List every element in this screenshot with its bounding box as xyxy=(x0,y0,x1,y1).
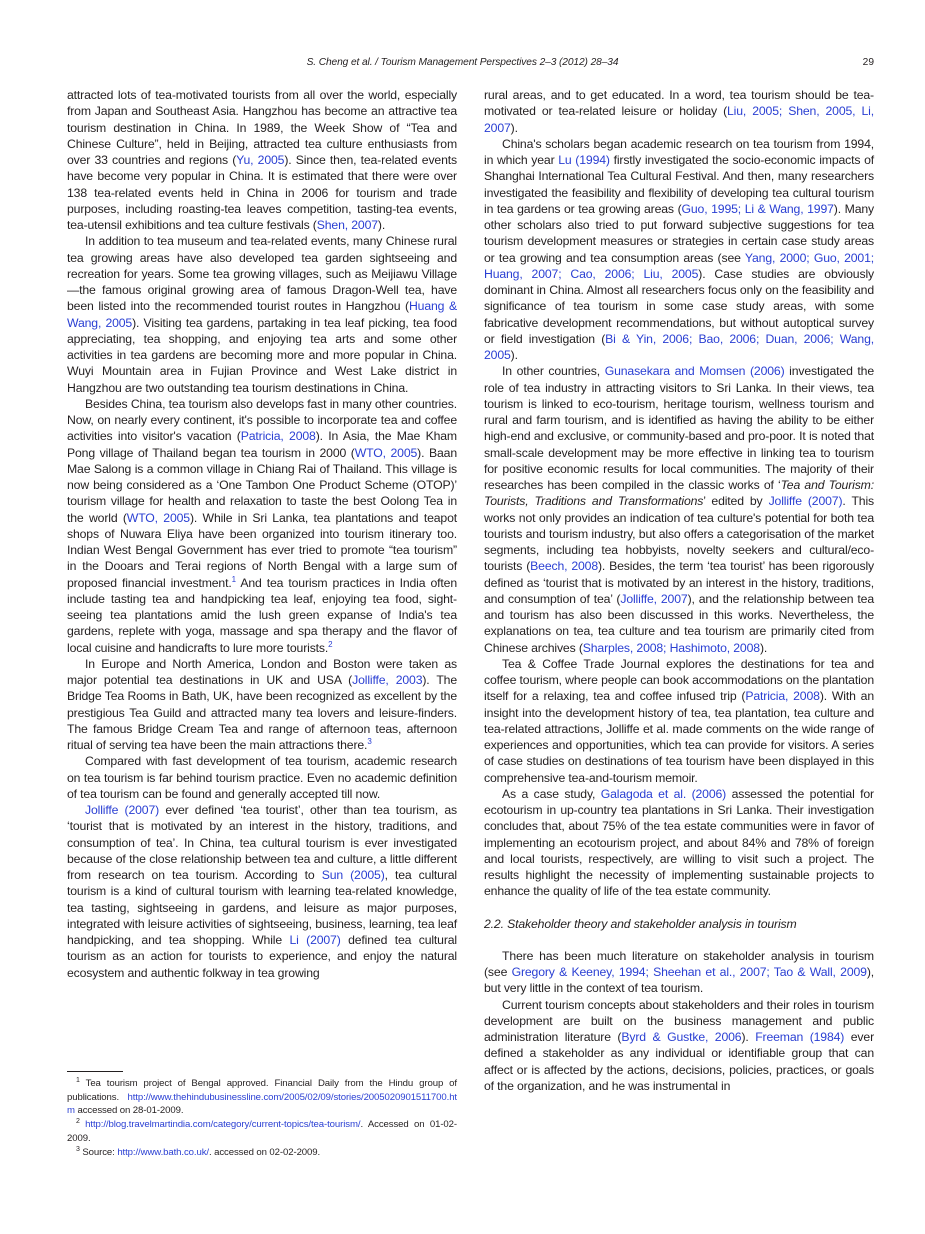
citation-link[interactable]: Galagoda et al. (2006) xyxy=(600,786,727,801)
section-heading: 2.2. Stakeholder theory and stakeholder analysis in tourism xyxy=(484,916,797,931)
citation-link[interactable]: Sharples, 2008; Hashimoto, 2008 xyxy=(582,640,760,655)
citation-link[interactable]: Jolliffe (2007) xyxy=(85,803,160,817)
paragraph: In Europe and North America, London and Boston were taken as major potential tea destinations in UK and USA (Jolliffe, 2003). The Bridge Tea Rooms in Bath, UK, have been recognized as excellent by the prestigious Tea Guild and attracted many tea lovers and leisure-finders. The famous Bridge Cream Tea and range of afternoon teas, afternoon ritual of serving tea have been the main attractions there.$^3$ xyxy=(67,656,458,752)
paragraph: As a case study, Galagoda et al. (2006) assessed the potential for ecotourism in up-country tea plantations in Sri Lanka. Their investigation concludes that, about 75% of the tea estate communities were in favor of implementing an ecotourism project, and about 84% and 78% of foreign and local tourists, respectively, are willing to visit such a project. The results highlight the necessity of implementing sustainable projects to enhance the quality of life of the tea estate community. xyxy=(484,786,874,899)
citation-link[interactable]: Huang & Wang, 2005 xyxy=(67,299,458,330)
citation-link[interactable]: Byrd & Gustke, 2006 xyxy=(621,1030,742,1044)
paragraph: Compared with fast development of tea tourism, academic research on tea tourism is far behind tourism practice. Even no academic definition of tea tourism can be found and generally accepted till now. xyxy=(67,754,457,801)
paragraph: In addition to tea museum and tea-related events, many Chinese rural tea growing areas have also developed tea garden sightseeing and recreation for years. Some tea growing villages, such as Meijiawu Village—the famous original growing area of famous Dragon-Well tea, have been listed into the recommended tourist routes in Hangzhou (Huang & Wang, 2005). Visiting tea gardens, partaking in tea leaf picking, tea food appreciating, tea shopping, and enjoying tea arts and some other activities in tea gardens are becoming more and more popular in China. Wuyi Mountain area in Fujian Province and West Lake district in Hangzhou are two outstanding tea tourism destinations in China. xyxy=(67,234,458,395)
footnote-ref-3[interactable]: 3 xyxy=(367,737,372,746)
citation-link[interactable]: Yu, 2005 xyxy=(236,153,285,167)
paragraph: Jolliffe (2007) ever defined ‘tea tourist’, other than tea tourism, as ‘tourist that is motivated by an interest in the history, traditions, and consumption of tea’. In China, tea cultural tourism is ever investigated because of the close relationship between tea and culture, a little different from research on tea tourism. According to Sun (2005), tea cultural tourism is a kind of cultural tourism with learning tea-related knowledge, tea tasting, sightseeing in gardens, and leisure as major purposes, integrated with leisure activities of sightseeing, business, learning, tea leaf handpicking, and tea shopping. While Li (2007) defined tea cultural tourism as an action for tourists to experience, and enjoy the natural ecosystem and authentic folkway in tea growing xyxy=(67,803,458,980)
citation-link[interactable]: Lu (1994) xyxy=(558,153,610,167)
page-number: 29 xyxy=(862,57,874,68)
paragraph: There has been much literature on stakeholder analysis in tourism (see Gregory & Keeney, 1994; Sheehan et al., 2007; Tao & Wall, 2009), but very little in the context of tea tourism. xyxy=(484,948,874,996)
footnote-divider xyxy=(67,1071,123,1072)
citation-link[interactable]: Patricia, 2008 xyxy=(745,689,820,704)
citation-link[interactable]: Jolliffe (2007) xyxy=(768,494,843,509)
paragraph: rural areas, and to get educated. In a word, tea tourism should be tea-motivated or tea-related leisure or holiday (Liu, 2005; Shen, 2005, Li, 2007). xyxy=(484,88,874,135)
footnote-3: $^3$ Source: http://www.bath.co.uk/. accessed on 02-02-2009. xyxy=(76,1145,321,1158)
citation-link[interactable]: WTO, 2005 xyxy=(354,445,418,460)
citation-link[interactable]: Sun (2005) xyxy=(321,868,385,882)
citation-link[interactable]: Jolliffe, 2007 xyxy=(620,591,688,606)
citation-link[interactable]: Yang, 2000; Guo, 2001; Huang, 2007; Cao, 2006; Liu, 2005 xyxy=(484,250,875,281)
citation-link[interactable]: Shen, 2007 xyxy=(316,218,378,232)
footnotes xyxy=(67,1077,457,1159)
footnote-2: $^2$ http://blog.travelmartindia.com/category/current-topics/tea-tourism/. Accessed on 01-02-2009. xyxy=(67,1118,457,1144)
citation-link[interactable]: Patricia, 2008 xyxy=(240,429,316,444)
paragraph: Current tourism concepts about stakeholders and their roles in tourism development are built on the business management and public administration literature (Byrd & Gustke, 2006). Freeman (1984) ever defined a stakeholder as any individual or identifiable group that can affect or is affected by the actions, decisions, policies, practices, or goals of the organization, and he was instrumental in xyxy=(484,997,875,1093)
running-header xyxy=(0,57,925,71)
paragraph: China's scholars began academic research on tea tourism from 1994, in which year Lu (1994) firstly investigated the socio-economic impacts of Shanghai International Tea Cultural Festival. And then, many researchers investigated the feasibility and flexibility of developing tea cultural tourism in tea gardens or tea growing areas (Guo, 1995; Li & Wang, 1997). Many other scholars also tried to put forward subjective suggestions for tea tourism development measures or strategies in certain case study areas or tea growing and tea consumption areas (see Yang, 2000; Guo, 2001; Huang, 2007; Cao, 2006; Liu, 2005). Case studies are obviously dominant in China. Almost all researchers focus only on the feasibility and significance of tea tourism in some case study areas, with some fabricative development recommendations, but without autoptical survey or field investigation (Bi & Yin, 2006; Bao, 2006; Duan, 2006; Wang, 2005). xyxy=(484,136,875,362)
citation-link[interactable]: Guo, 1995; Li & Wang, 1997 xyxy=(681,201,834,216)
footnote-url-link[interactable]: http://www.bath.co.uk/ xyxy=(117,1146,209,1158)
footnote-1: $^1$ Tea tourism project of Bengal approved. Financial Daily from the Hindu group of publications. http://www.thehindubusinessline.com/2005/02/09/stories/2005020901511700.htm accessed on 28-01-2009. xyxy=(67,1077,457,1117)
right-column xyxy=(484,87,874,1094)
citation-link[interactable]: Gunasekara and Momsen (2006) xyxy=(604,364,785,379)
citation-link[interactable]: Gregory & Keeney, 1994; Sheehan et al., 2007; Tao & Wall, 2009 xyxy=(511,965,867,979)
citation-link[interactable]: WTO, 2005 xyxy=(126,510,190,525)
citation-link[interactable]: Jolliffe, 2003 xyxy=(352,673,423,687)
paragraph: Besides China, tea tourism also develops fast in many other countries. Now, on nearly every continent, it's possible to incorporate tea and coffee activities into visitor's vacation (Patricia, 2008). In Asia, the Mae Kham Pong village of Thailand began tea tourism in 2000 (WTO, 2005). Baan Mae Salong is a common village in Chiang Rai of Thailand. This village is now being considered as a ‘One Tambon One Product Scheme (OTOP)’ tourism village for health and relaxation to taste the best Oolong Tea in the world (WTO, 2005). While in Sri Lanka, tea plantations and teapot shops of Nuwara Eliya have been organized into tourism itinerary too. Indian West Bengal Government has ever tried to promote “tea tourism” in the Dooars and Terai regions of North Bengal with a large sum of proposed financial investment.$^1$ And tea tourism practices in India often include tasting tea and handpicking tea leaf, enjoying tea food, sight-seeing tea plantations amid the lush green expanse of India's tea gardens, replete with yoga, massage and spa therapy and the flavor of local cuisine and handicrafts to lure more tourists.$^2$ xyxy=(67,396,457,655)
citation-link[interactable]: Freeman (1984) xyxy=(755,1030,845,1044)
footnote-ref-2[interactable]: 2 xyxy=(328,639,333,649)
footnote-url-link[interactable]: http://www.thehindubusinessline.com/2005/02/09/stories/2005020901511700.htm xyxy=(67,1091,457,1117)
footnote-url-link[interactable]: http://blog.travelmartindia.com/category/current-topics/tea-tourism/ xyxy=(85,1119,361,1131)
citation-link[interactable]: Beech, 2008 xyxy=(530,559,598,574)
paragraph: attracted lots of tea-motivated tourists from all over the world, especially from Japan and Southeast Asia. Hangzhou has become an attractive tea tourism destination in China. In 1989, the Week Show of “Tea and Chinese Culture”, held in Beijing, attracted tea culture enthusiasts from over 33 countries and regions (Yu, 2005). Since then, tea-related events have become very popular in China. It is estimated that there were over 138 tea-related events held in China in 2006 for tourism and trade purposes, including roasting-tea leaves competition, tasting-tea events, tea-utensil exhibitions and tea culture festivals (Shen, 2007). xyxy=(67,88,457,232)
paragraph: Tea & Coffee Trade Journal explores the destinations for tea and coffee tourism, where people can book accommodations on the plantation itself for a relaxing, tea and coffee infused trip (Patricia, 2008). With an insight into the development history of tea, tea plantation, tea culture and tea-related attractions, Jolliffe et al. made comments on the wide range of experiences and opportunities, which tea can provide for visitors. A series of case studies on destinations of tea tourism have been displayed in this comprehensive tea-and-tourism memoir. xyxy=(484,656,874,785)
paragraph: In other countries, Gunasekara and Momsen (2006) investigated the role of tea industry in attracting visitors to Sri Lanka. In their views, tea tourism is linked to eco-tourism, heritage tourism, wellness tourism and rural and farm tourism, and is identified as having the ability to be either high-end and exclusive, or community-based and pro-poor. It is noted that small-scale development may be more effective in linking tea to tourism for positive economic results for local communities. The majority of their researches has been compiled in the classic works of ‘Tea and Tourism: Tourists, Traditions and Transformations’ edited by Jolliffe (2007). This works not only provides an indication of tea culture's potential for both tea tourists and tourism industry, but also offers a categorisation of the market segments, including tea hobbyists, novelty seekers and cultural/eco-tourists (Beech, 2008). Besides, the term ‘tea tourist’ has been rigorously defined as ‘tourist that is motivated by an interest in the history, traditions, and consumption of tea’ (Jolliffe, 2007), and the relationship between tea and tourism has also been discussed in this works. Nevertheless, the explanations on tea, tea culture and tea tourism are primarily cited from Chinese archives (Sharples, 2008; Hashimoto, 2008). xyxy=(484,364,875,655)
footnote-ref-1[interactable]: 1 xyxy=(231,574,236,584)
citation-link[interactable]: Li (2007) xyxy=(289,933,341,947)
citation-link[interactable]: Bi & Yin, 2006; Bao, 2006; Duan, 2006; Wang, 2005 xyxy=(484,331,874,362)
journal-running-title: S. Cheng et al. / Tourism Management Perspectives 2–3 (2012) 28–34 xyxy=(306,57,619,68)
book-title: Tea and Tourism: Tourists, Traditions and Transformations xyxy=(484,478,874,509)
left-column xyxy=(67,87,457,981)
citation-link[interactable]: Liu, 2005; Shen, 2005, Li, 2007 xyxy=(484,104,874,135)
